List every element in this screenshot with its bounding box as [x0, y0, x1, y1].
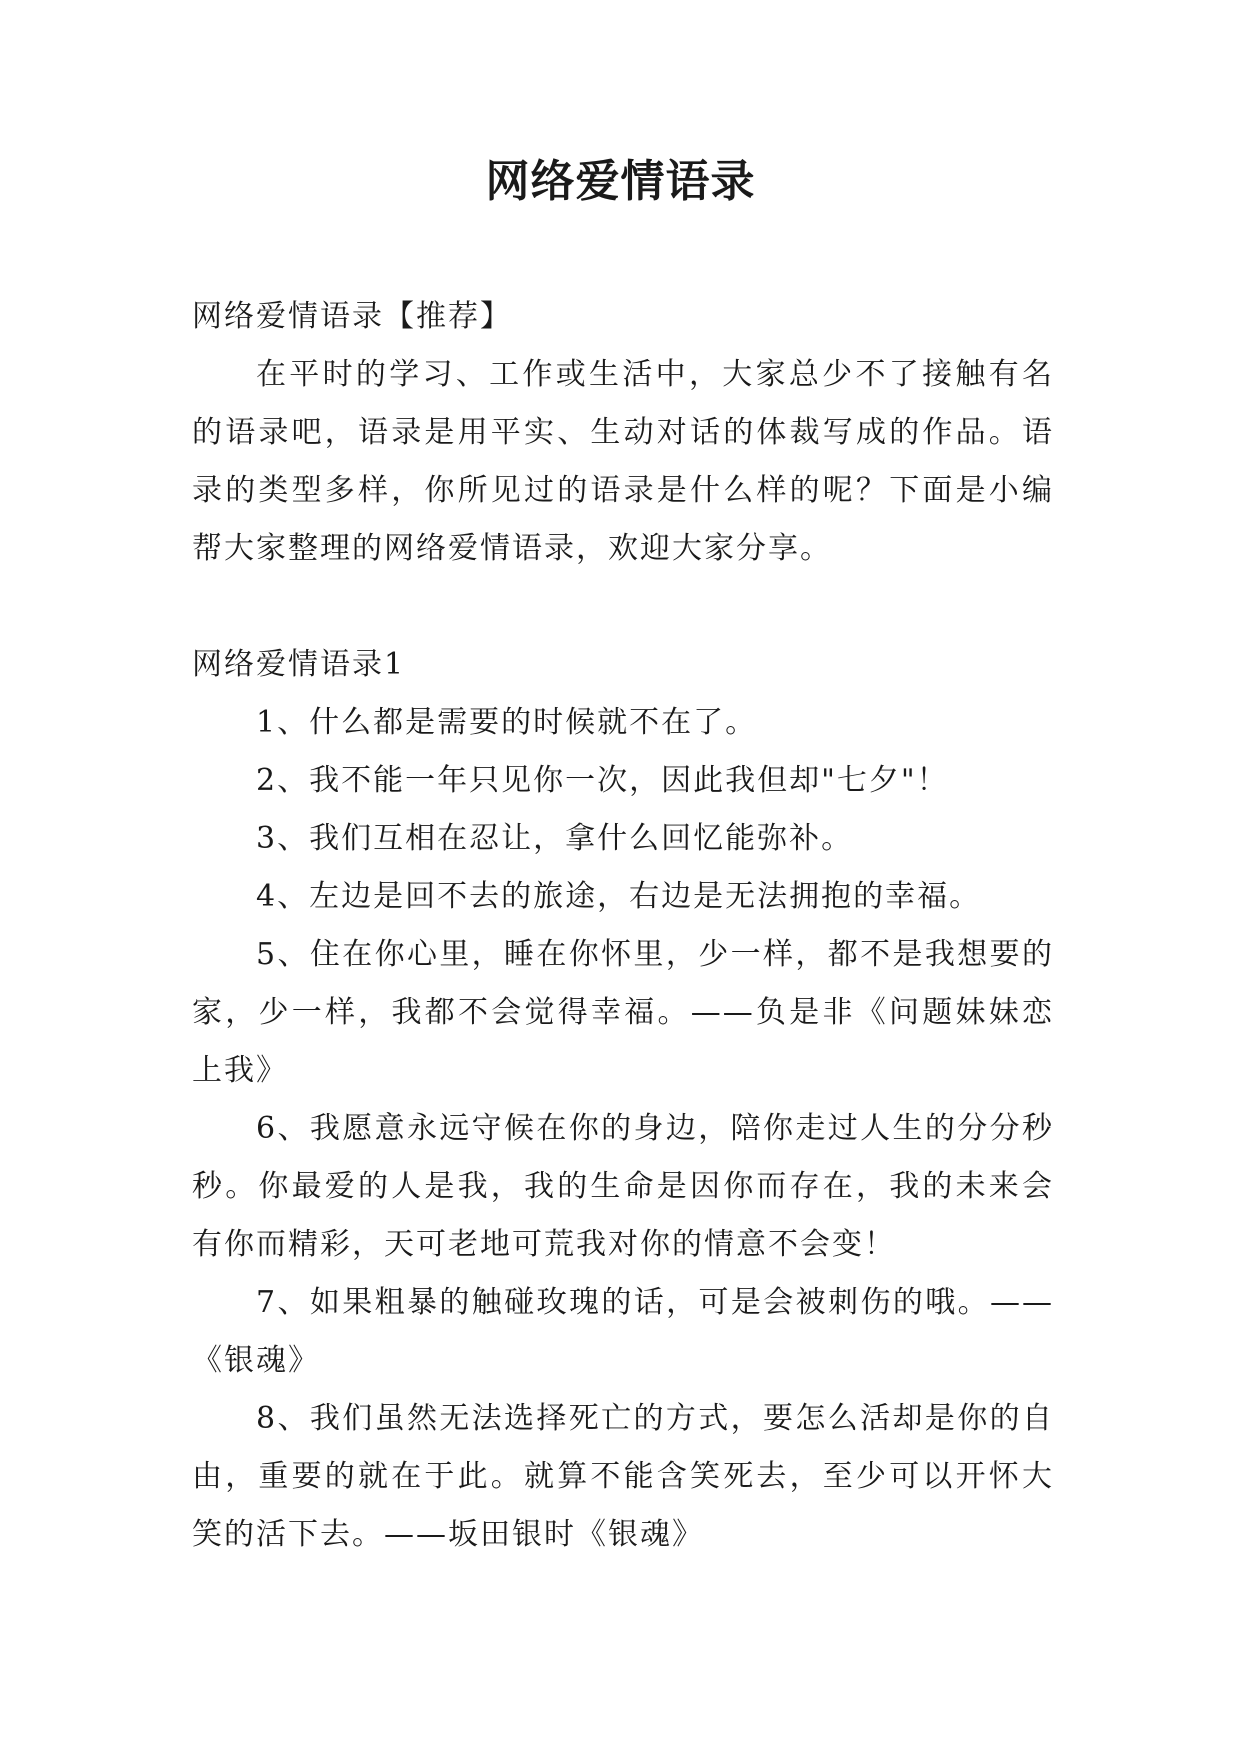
quote-item: 4、左边是回不去的旅途，右边是无法拥抱的幸福。: [256, 879, 982, 914]
section-heading-1: 网络爱情语录1: [192, 647, 406, 682]
quote-item: 2、我不能一年只见你一次，因此我但却"七夕"！: [256, 763, 949, 798]
section-heading-recommended: 网络爱情语录【推荐】: [192, 299, 512, 334]
document-title: 网络爱情语录: [485, 156, 756, 207]
quote-item: 7、如果粗暴的触碰玫瑰的话，可是会被刺伤的哦。——《银魂》: [192, 1285, 1054, 1378]
quote-item: 6、我愿意永远守候在你的身边，陪你走过人生的分分秒秒。你最爱的人是我，我的生命是因你而存在，我的未来会有你而精彩，天可老地可荒我对你的情意不会变！: [192, 1111, 1054, 1262]
quote-item: 1、什么都是需要的时候就不在了。: [256, 705, 758, 740]
intro-paragraph: 在平时的学习、工作或生活中，大家总少不了接触有名的语录吧，语录是用平实、生动对话的体裁写成的作品。语录的类型多样，你所见过的语录是什么样的呢？下面是小编帮大家整理的网络爱情语录，欢迎大家分享。: [192, 357, 1054, 566]
quote-item: 5、住在你心里，睡在你怀里，少一样，都不是我想要的家，少一样，我都不会觉得幸福。——负是非《问题妹妹恋上我》: [192, 937, 1054, 1088]
paragraph-spacer: [192, 578, 1054, 636]
quote-item: 8、我们虽然无法选择死亡的方式，要怎么活却是你的自由，重要的就在于此。就算不能含笑死去，至少可以开怀大笑的活下去。——坂田银时《银魂》: [192, 1401, 1054, 1552]
quote-item: 3、我们互相在忍让，拿什么回忆能弥补。: [256, 821, 854, 856]
document-body: [192, 288, 1054, 1564]
